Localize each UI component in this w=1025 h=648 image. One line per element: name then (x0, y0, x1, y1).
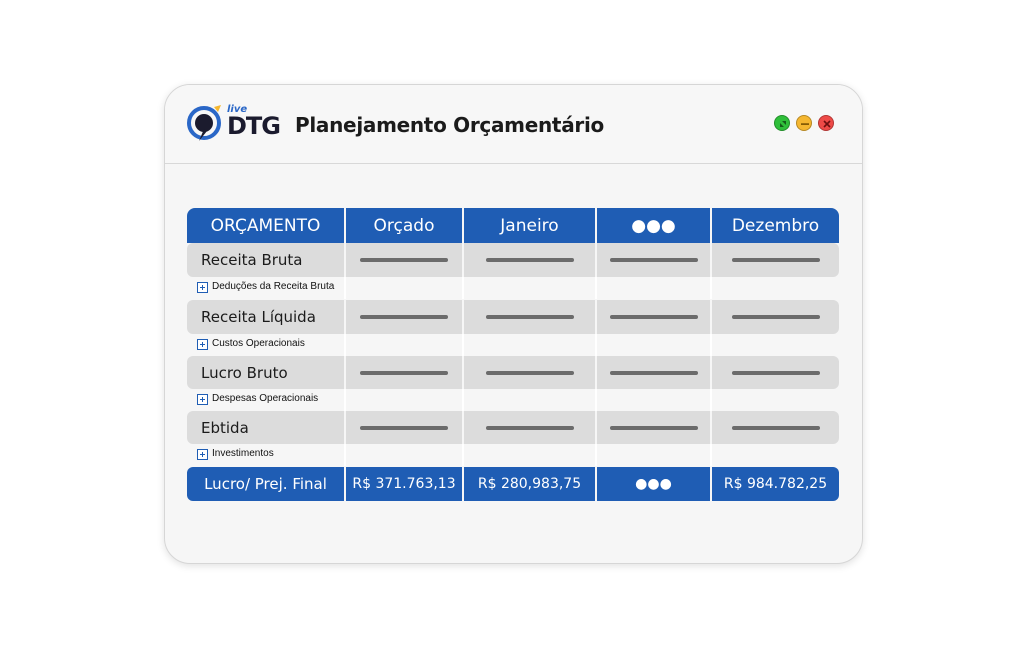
value-cell (346, 300, 462, 334)
value-cell (712, 411, 839, 444)
header-janeiro: Janeiro (464, 208, 595, 243)
table-row (187, 300, 839, 334)
header-dezembro: Dezembro (712, 208, 839, 243)
sub-row-deducoes[interactable] (187, 277, 839, 299)
title-bar (165, 85, 862, 164)
expand-plus-icon[interactable] (197, 449, 208, 460)
maximize-icon (775, 116, 791, 132)
logo-text: DTG (227, 112, 280, 140)
expand-plus-icon[interactable] (197, 282, 208, 293)
header-ellipsis: ●●● (597, 208, 710, 243)
placeholder-bar (732, 371, 820, 375)
dtg-logo (187, 103, 279, 143)
value-cell (712, 243, 839, 277)
total-label: Lucro/ Prej. Final (187, 467, 344, 501)
placeholder-bar (360, 315, 448, 319)
app-window (164, 84, 863, 564)
table-header-row (187, 208, 839, 243)
placeholder-bar (486, 426, 574, 430)
value-cell (712, 356, 839, 389)
minimize-icon (797, 116, 813, 132)
expand-plus-icon[interactable] (197, 339, 208, 350)
value-cell (464, 356, 595, 389)
placeholder-bar (610, 426, 698, 430)
sub-row-label[interactable]: Investimentos (212, 448, 274, 459)
table-row (187, 243, 839, 277)
sub-row-label[interactable]: Despesas Operacionais (212, 393, 319, 404)
placeholder-bar (360, 426, 448, 430)
total-orcado: R$ 371.763,13 (346, 467, 462, 501)
sub-row-custos[interactable] (187, 334, 839, 356)
placeholder-bar (486, 258, 574, 262)
table-row (187, 411, 839, 444)
placeholder-bar (486, 315, 574, 319)
placeholder-bar (732, 258, 820, 262)
header-orcado: Orçado (346, 208, 462, 243)
placeholder-bar (732, 426, 820, 430)
value-cell (464, 300, 595, 334)
sub-row-investimentos[interactable] (187, 444, 839, 466)
placeholder-bar (360, 371, 448, 375)
sub-row-label[interactable]: Deduções da Receita Bruta (212, 281, 335, 292)
expand-plus-icon[interactable] (197, 394, 208, 405)
minimize-button[interactable] (796, 115, 812, 131)
maximize-button[interactable] (774, 115, 790, 131)
value-cell (712, 300, 839, 334)
value-cell (597, 243, 710, 277)
close-button[interactable] (818, 115, 834, 131)
placeholder-bar (486, 371, 574, 375)
row-label: Receita Líquida (187, 300, 344, 334)
value-cell (346, 411, 462, 444)
value-cell (597, 300, 710, 334)
total-row (187, 467, 839, 501)
value-cell (346, 356, 462, 389)
placeholder-bar (610, 315, 698, 319)
header-orcamento: ORÇAMENTO (187, 208, 344, 243)
logo-mark-icon (187, 103, 227, 143)
close-icon (819, 116, 835, 132)
value-cell (464, 411, 595, 444)
value-cell (346, 243, 462, 277)
total-ellipsis: ●●● (597, 467, 710, 501)
value-cell (597, 356, 710, 389)
placeholder-bar (610, 258, 698, 262)
table-row (187, 356, 839, 389)
sub-row-despesas[interactable] (187, 389, 839, 411)
placeholder-bar (360, 258, 448, 262)
value-cell (464, 243, 595, 277)
row-label: Ebtida (187, 411, 344, 444)
placeholder-bar (610, 371, 698, 375)
placeholder-bar (732, 315, 820, 319)
sub-row-label[interactable]: Custos Operacionais (212, 338, 305, 349)
total-dezembro: R$ 984.782,25 (712, 467, 839, 501)
logo-live-text: live (227, 104, 248, 115)
total-janeiro: R$ 280,983,75 (464, 467, 595, 501)
row-label: Lucro Bruto (187, 356, 344, 389)
row-label: Receita Bruta (187, 243, 344, 277)
value-cell (597, 411, 710, 444)
page-title: Planejamento Orçamentário (295, 113, 604, 137)
